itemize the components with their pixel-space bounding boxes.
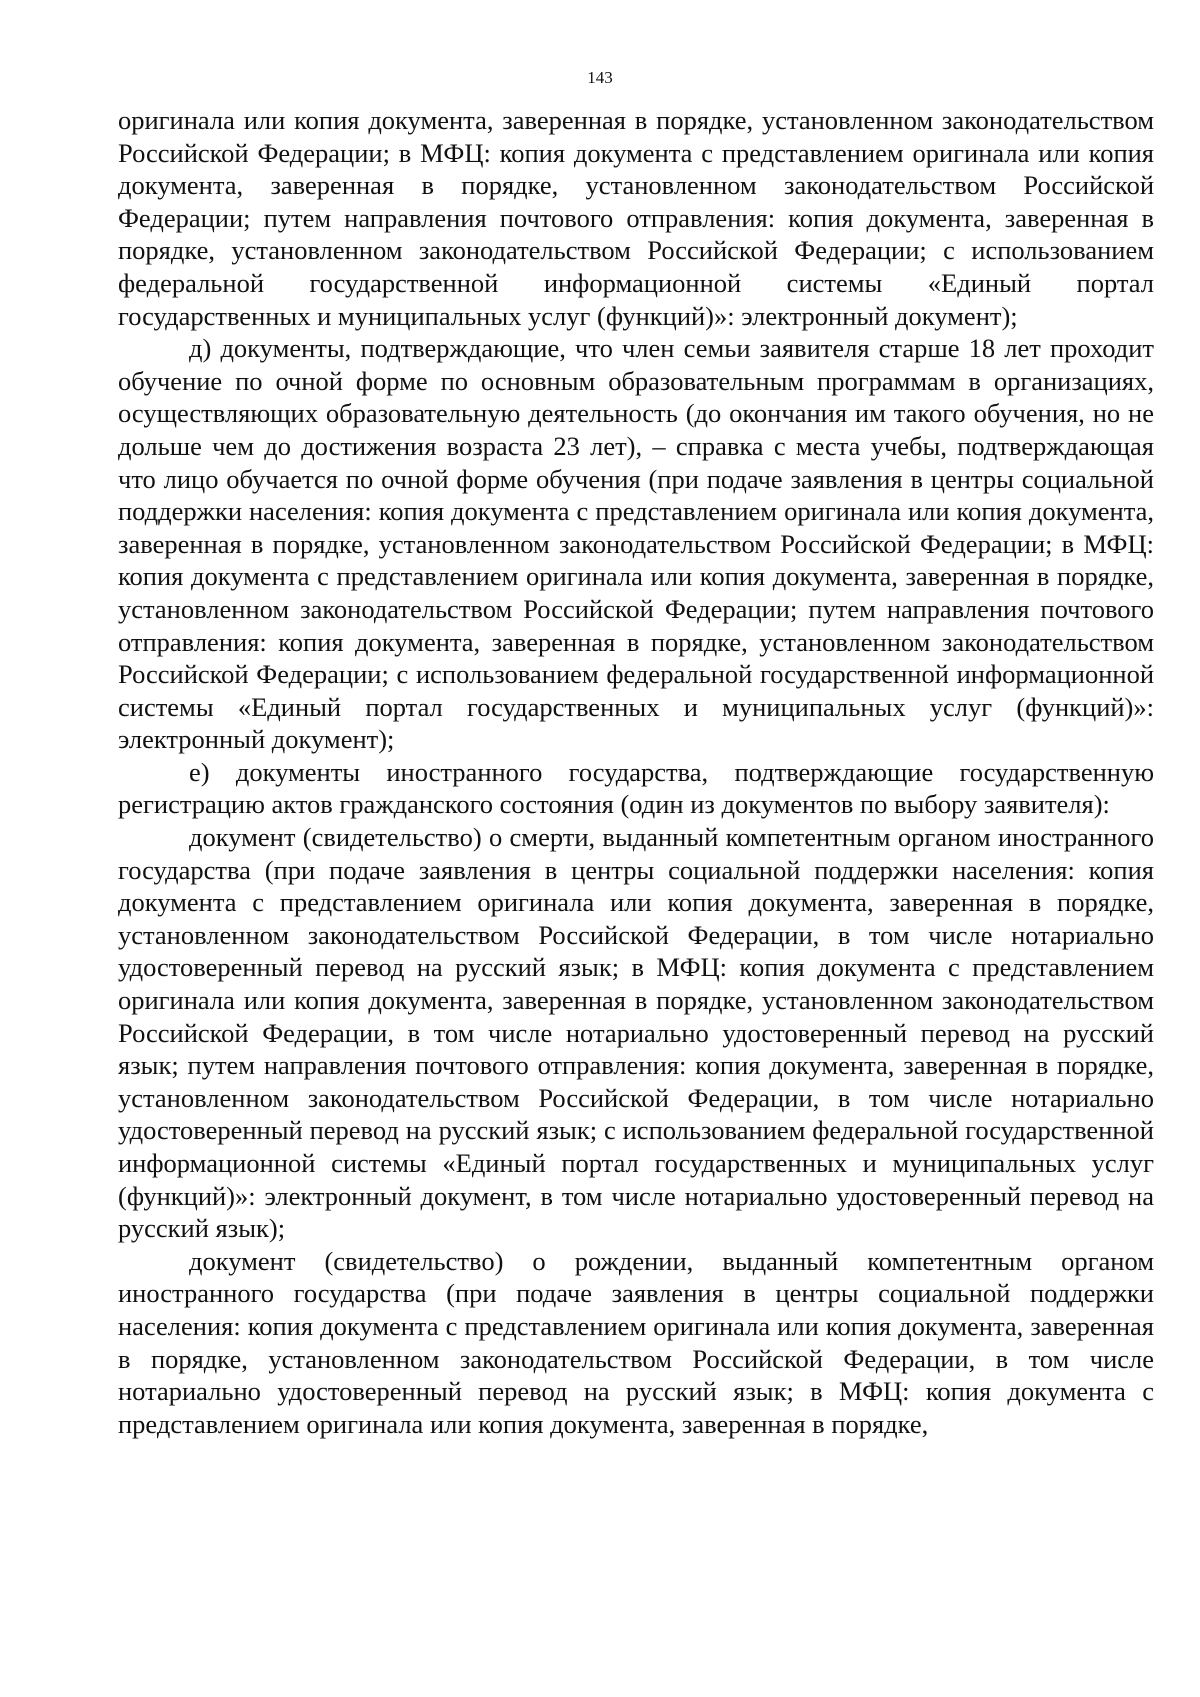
document-body xyxy=(118,104,1154,1440)
paragraph-birth-certificate: документ (свидетельство) о рождении, выданный компетентным органом иностранного государства (при подаче заявления в центры социальной поддержки населения: копия документа с представлением оригинала или копия документа, заверенная в порядке, установленном законодательством Российской Федерации, в том числе нотариально удостоверенный перевод на русский язык; в МФЦ: копия документа с представлением оригинала или копия документа, заверенная в порядке, xyxy=(118,1245,1154,1439)
paragraph-item-d: д) документы, подтверждающие, что член семьи заявителя старше 18 лет проходит обучение по очной форме по основным образовательным программам в организациях, осуществляющих образовательную деятельность (до окончания им такого обучения, но не дольше чем до достижения возраста 23 лет), – справка с места учебы, подтверждающая что лицо обучается по очной форме обучения (при подаче заявления в центры социальной поддержки населения: копия документа с представлением оригинала или копия документа, заверенная в порядке, установленном законодательством Российской Федерации; в МФЦ: копия документа с представлением оригинала или копия документа, заверенная в порядке, установленном законодательством Российской Федерации; путем направления почтового отправления: копия документа, заверенная в порядке, установленном законодательством Российской Федерации; с использованием федеральной государственной информационной системы «Единый портал государственных и муниципальных услуг (функций)»: электронный документ); xyxy=(118,333,1154,755)
page-number: 143 xyxy=(587,68,613,87)
paragraph-death-certificate: документ (свидетельство) о смерти, выданный компетентным органом иностранного государства (при подаче заявления в центры социальной поддержки населения: копия документа с представлением оригинала или копия документа, заверенная в порядке, установленном законодательством Российской Федерации, в том числе нотариально удостоверенный перевод на русский язык; в МФЦ: копия документа с представлением оригинала или копия документа, заверенная в порядке, установленном законодательством Российской Федерации, в том числе нотариально удостоверенный перевод на русский язык; путем направления почтового отправления: копия документа, заверенная в порядке, установленном законодательством Российской Федерации, в том числе нотариально удостоверенный перевод на русский язык; с использованием федеральной государственной информационной системы «Единый портал государственных и муниципальных услуг (функций)»: электронный документ, в том числе нотариально удостоверенный перевод на русский язык); xyxy=(118,822,1154,1244)
paragraph-continuation: оригинала или копия документа, заверенная в порядке, установленном законодательством Российской Федерации; в МФЦ: копия документа с представлением оригинала или копия документа, заверенная в порядке, установленном законодательством Российской Федерации; путем направления почтового отправления: копия документа, заверенная в порядке, установленном законодательством Российской Федерации; с использованием федеральной государственной информационной системы «Единый портал государственных и муниципальных услуг (функций)»: электронный документ); xyxy=(118,105,1154,331)
paragraph-item-e: е) документы иностранного государства, подтверждающие государственную регистрацию актов гражданского состояния (один из документов по выбору заявителя): xyxy=(118,756,1154,820)
